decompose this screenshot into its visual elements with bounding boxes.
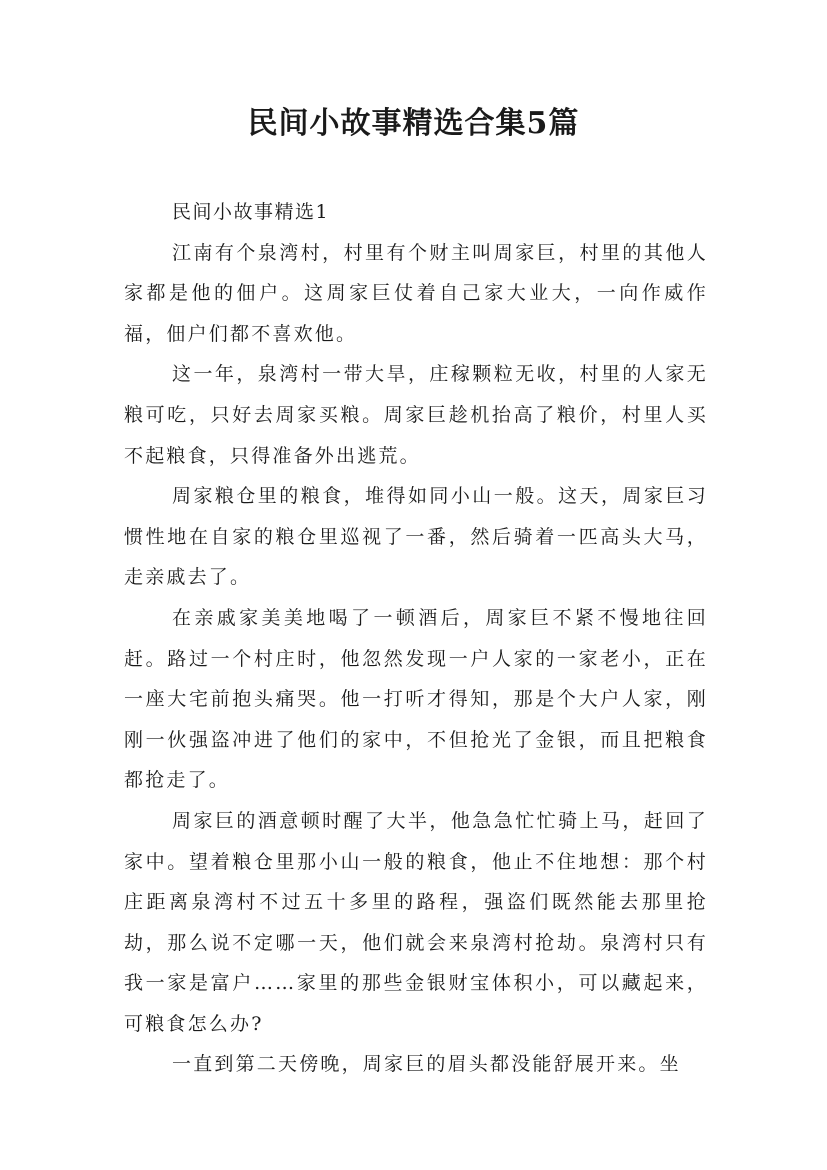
paragraph: 周家巨的酒意顿时醒了大半，他急急忙忙骑上马，赶回了家中。望着粮仓里那小山一般的粮食，他止不住地想：那个村庄距离泉湾村不过五十多里的路程，强盗们既然能去那里抢劫，那么说不定哪一天，他们就会来泉湾村抢劫。泉湾村只有我一家是富户……家里的那些金银财宝体积小，可以藏起来，可粮食怎么办?: [124, 809, 708, 1035]
paragraph: 周家粮仓里的粮食，堆得如同小山一般。这天，周家巨习惯性地在自家的粮仓里巡视了一番，然后骑着一匹高头大马，走亲戚去了。: [124, 485, 708, 589]
document-body: [124, 192, 708, 1085]
paragraph: 这一年，泉湾村一带大旱，庄稼颗粒无收，村里的人家无粮可吃，只好去周家买粮。周家巨趁机抬高了粮价，村里人买不起粮食，只得准备外出逃荒。: [124, 363, 708, 467]
paragraph: 江南有个泉湾村，村里有个财主叫周家巨，村里的其他人家都是他的佃户。这周家巨仗着自己家大业大，一向作威作福，佃户们都不喜欢他。: [124, 241, 708, 345]
document-title: 民间小故事精选合集5篇: [247, 106, 580, 141]
paragraph: 一直到第二天傍晚，周家巨的眉头都没能舒展开来。坐: [172, 1053, 681, 1076]
paragraph: 在亲戚家美美地喝了一顿酒后，周家巨不紧不慢地往回赶。路过一个村庄时，他忽然发现一户人家的一家老小，正在一座大宅前抱头痛哭。他一打听才得知，那是个大户人家，刚刚一伙强盗冲进了他们的家中，不但抢光了金银，而且把粮食都抢走了。: [124, 606, 708, 792]
section-heading: 民间小故事精选1: [172, 201, 330, 223]
